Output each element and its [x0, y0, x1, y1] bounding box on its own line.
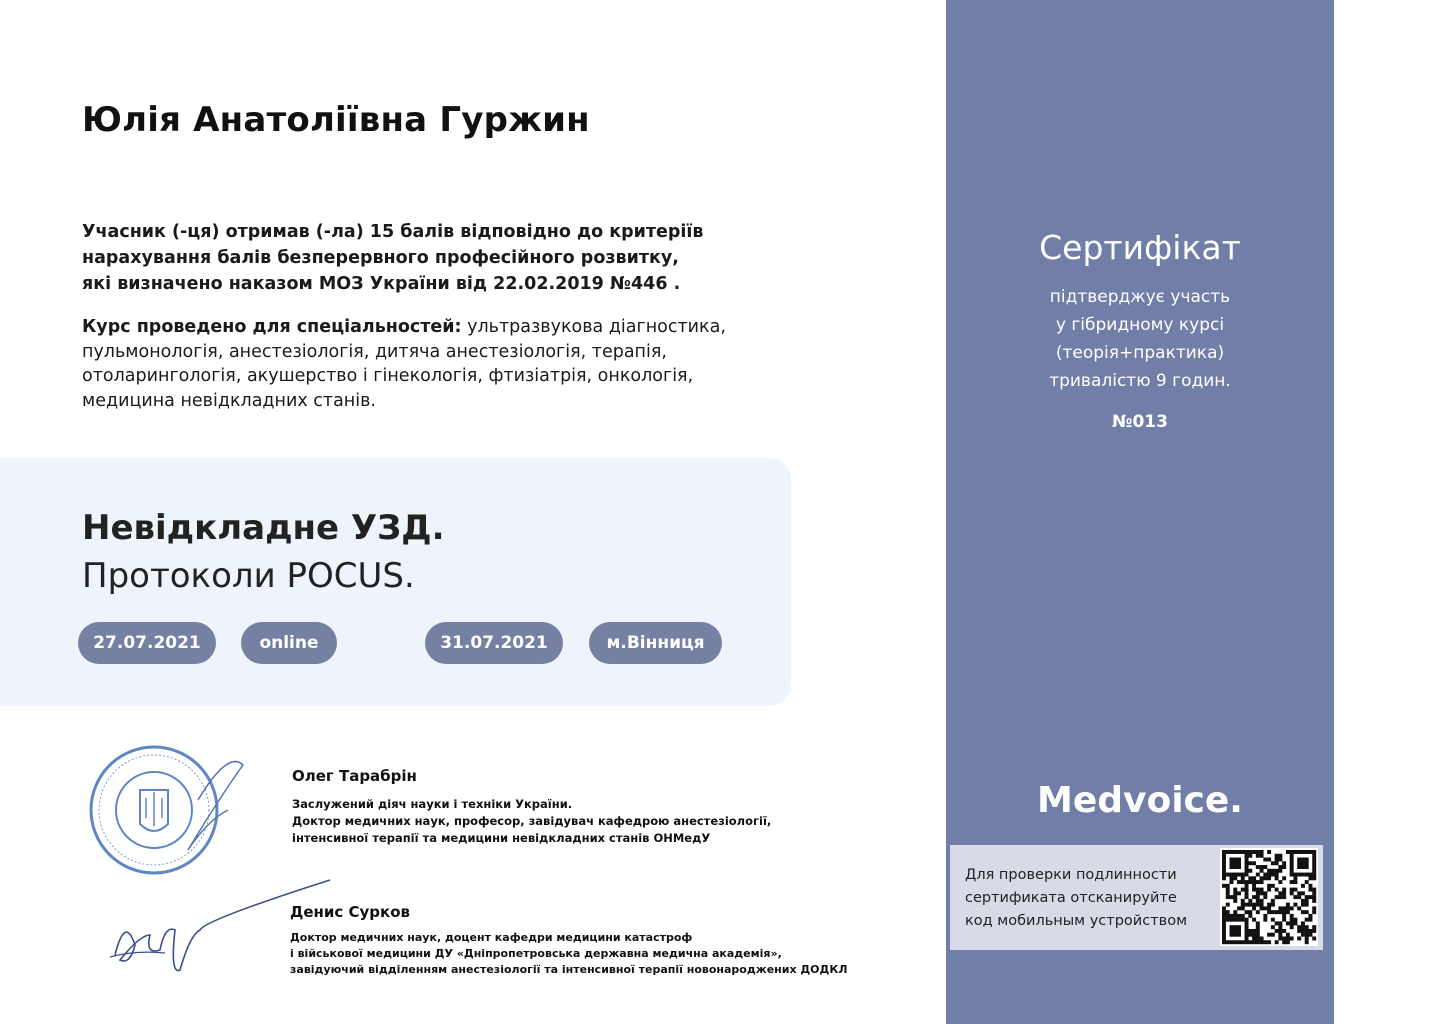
specialties-line	[82, 315, 732, 340]
signatory-1-line: інтенсивної терапії та медицини невідкладних станів ОНМедУ	[292, 831, 711, 845]
start-date-badge: 27.07.2021	[78, 622, 216, 664]
specialties-text: ультразвукова діагностика,	[461, 317, 726, 337]
end-date-badge: 31.07.2021	[425, 622, 563, 664]
certificate-line: у гібридному курсі	[1055, 315, 1225, 335]
certificate-line: (теорія+практика)	[1055, 343, 1225, 363]
certificate-line: підтверджує участь	[1049, 287, 1231, 307]
qr-code-icon[interactable]	[1220, 848, 1318, 946]
signatory-1-line: Заслужений діяч науки і техніки України.	[292, 797, 573, 811]
city-badge: м.Вінниця	[589, 622, 722, 664]
signatory-2-line: завідуючий відділенням анестезіології та інтенсивної терапії новонароджених ДОДКЛ	[290, 963, 848, 976]
signatory-2-name: Денис Сурков	[290, 903, 411, 921]
recipient-name: Юлія Анатоліївна Гуржин	[82, 100, 590, 140]
signatory-1-line: Доктор медичних наук, професор, завідувач кафедрою анестезіології,	[292, 814, 772, 828]
specialties-line: медицина невідкладних станів.	[82, 390, 376, 411]
course-title: Невідкладне УЗД.	[82, 508, 445, 548]
credits-line: які визначено наказом МОЗ України від 22.02.2019 №446 .	[82, 274, 681, 294]
specialties-paragraph	[82, 315, 732, 413]
specialties-label: Курс проведено для спеціальностей:	[82, 317, 462, 337]
signatory-2-description	[290, 930, 847, 978]
credits-line: Учасник (-ця) отримав (-ла) 15 балів відповідно до критеріїв	[82, 222, 704, 242]
credits-line: нарахування балів безперервного професійного розвитку,	[82, 248, 679, 268]
course-subtitle: Протоколи POCUS.	[82, 556, 415, 596]
brand-logo: Medvoice.	[1037, 780, 1243, 821]
verification-line: сертификата отсканируйте	[965, 890, 1177, 906]
format-badge: online	[241, 622, 337, 664]
signatory-1-description	[292, 796, 771, 847]
certificate-title: Сертифікат	[1039, 228, 1241, 267]
verification-line: код мобильным устройством	[965, 913, 1188, 929]
stamp-icon	[78, 740, 258, 880]
signatory-2-line: Доктор медичних наук, доцент кафедри медицини катастроф	[290, 931, 693, 944]
specialties-line: пульмонологія, анестезіологія, дитяча анестезіологія, терапія,	[82, 341, 667, 362]
signatory-2-line: і військової медицини ДУ «Дніпропетровська державна медична академія»,	[290, 947, 782, 960]
certificate-number: №013	[1112, 412, 1168, 432]
specialties-line: отоларингологія, акушерство і гінекологія, фтизіатрія, онкологія,	[82, 366, 694, 386]
verification-line: Для проверки подлинности	[965, 867, 1177, 883]
signatory-1-name: Олег Тарабрін	[292, 767, 417, 785]
certificate-line: тривалістю 9 годин.	[1049, 371, 1231, 391]
verification-text	[965, 864, 1215, 933]
credits-paragraph	[82, 219, 722, 297]
